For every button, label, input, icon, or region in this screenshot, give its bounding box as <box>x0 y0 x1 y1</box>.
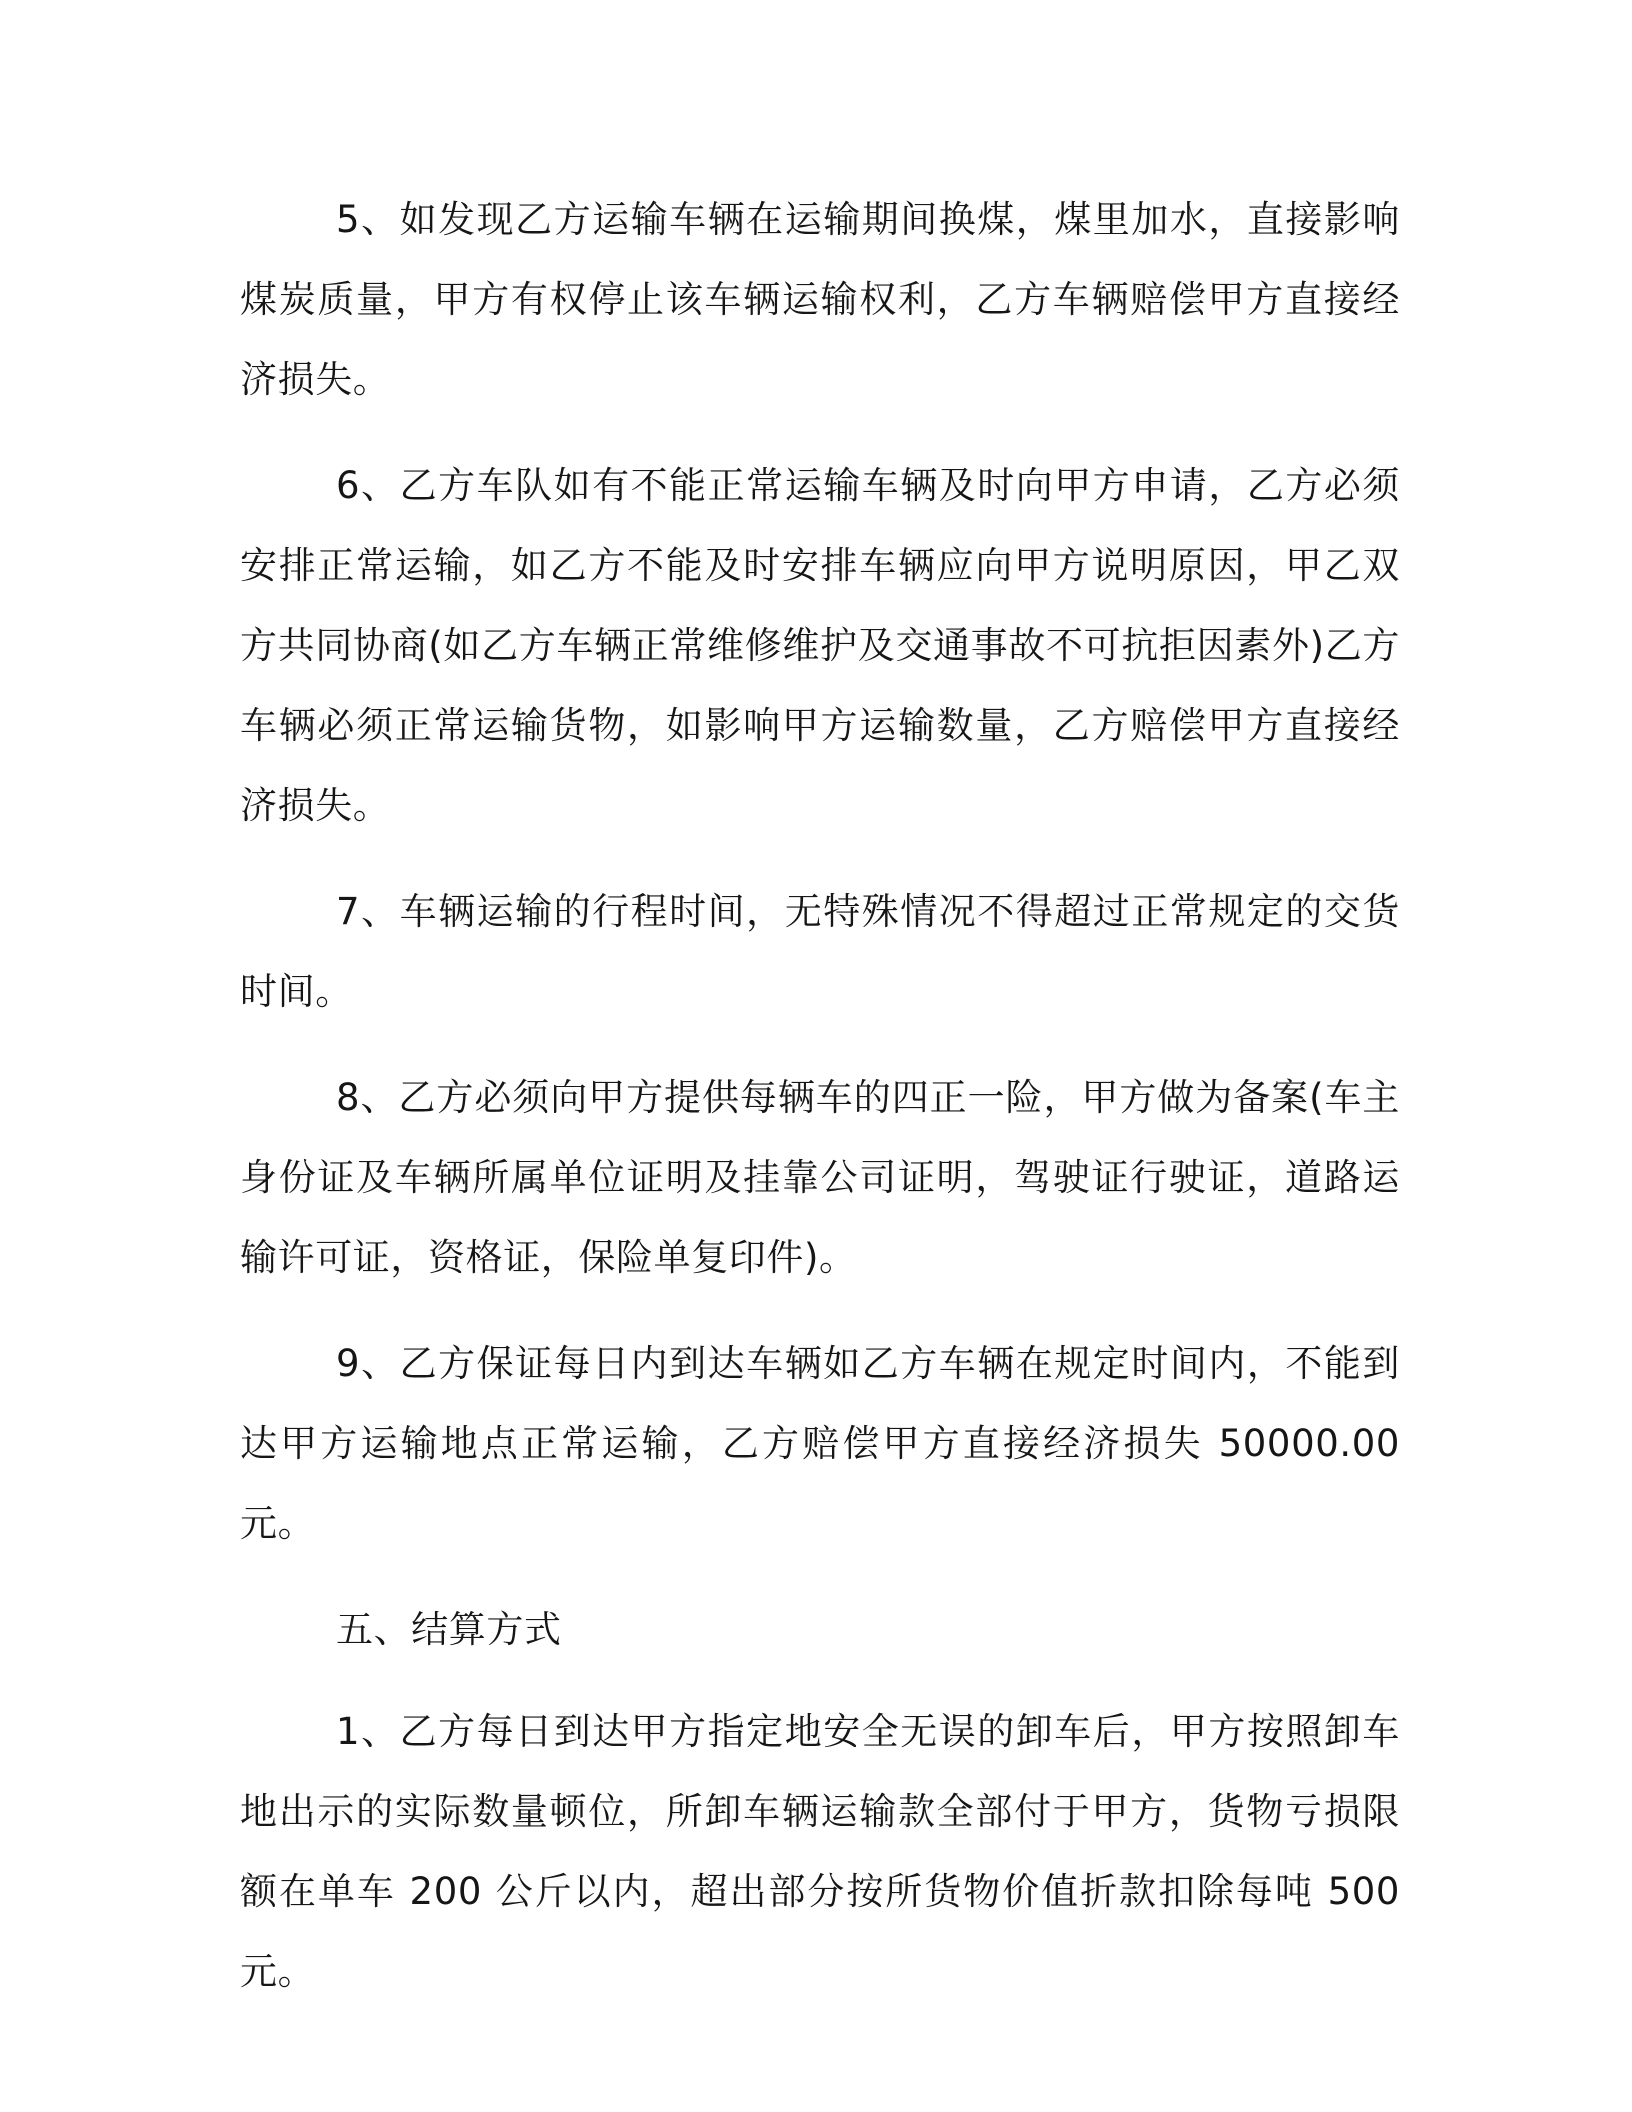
settlement-clause-1: 1、乙方每日到达甲方指定地安全无误的卸车后，甲方按照卸车地出示的实际数量顿位，所卸车辆运输款全部付于甲方，货物亏损限额在单车 200 公斤以内，超出部分按所货物价值折款扣除每吨 500 元。 <box>240 1710 1400 1993</box>
clause-9: 9、乙方保证每日内到达车辆如乙方车辆在规定时间内，不能到达甲方运输地点正常运输，乙方赔偿甲方直接经济损失 50000.00 元。 <box>240 1342 1400 1545</box>
clause-6: 6、乙方车队如有不能正常运输车辆及时向甲方申请，乙方必须安排正常运输，如乙方不能及时安排车辆应向甲方说明原因，甲乙双方共同协商(如乙方车辆正常维修维护及交通事故不可抗拒因素外)乙方车辆必须正常运输货物，如影响甲方运输数量，乙方赔偿甲方直接经济损失。 <box>240 464 1400 827</box>
document-body <box>240 180 1400 2038</box>
clause-5: 5、如发现乙方运输车辆在运输期间换煤，煤里加水，直接影响煤炭质量，甲方有权停止该车辆运输权利，乙方车辆赔偿甲方直接经济损失。 <box>240 198 1400 401</box>
clause-8: 8、乙方必须向甲方提供每辆车的四正一险，甲方做为备案(车主身份证及车辆所属单位证明及挂靠公司证明，驾驶证行驶证，道路运输许可证，资格证，保险单复印件)。 <box>240 1076 1400 1279</box>
section-heading-settlement: 五、结算方式 <box>336 1608 562 1651</box>
clause-7: 7、车辆运输的行程时间，无特殊情况不得超过正常规定的交货时间。 <box>240 890 1400 1013</box>
